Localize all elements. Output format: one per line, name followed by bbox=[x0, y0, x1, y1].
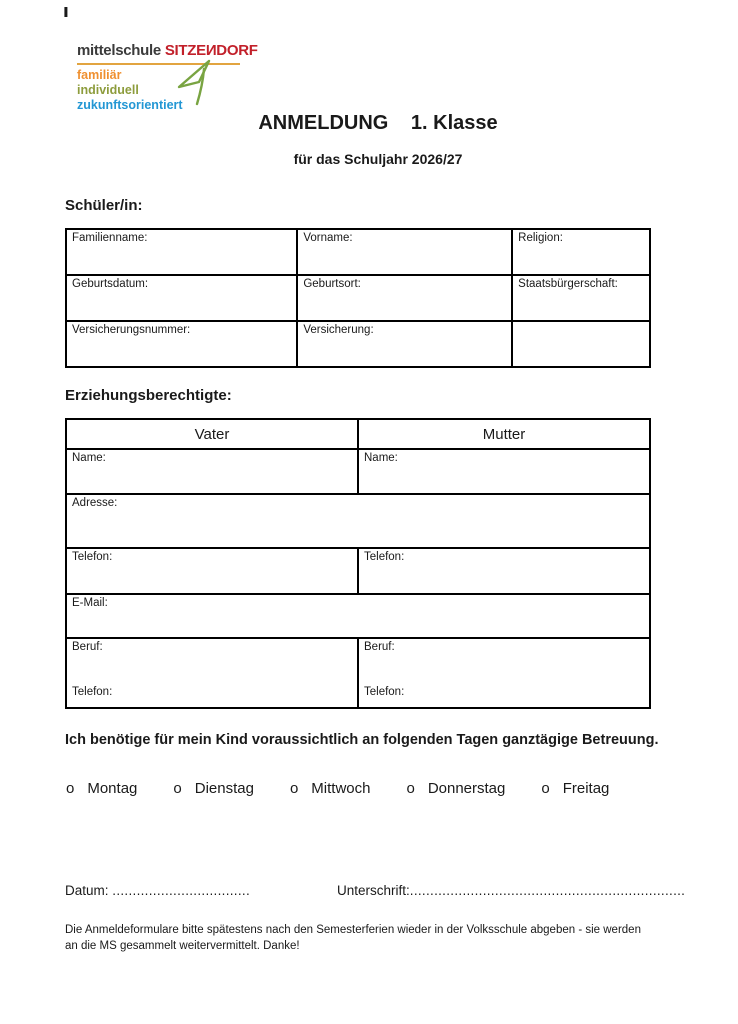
table-row bbox=[66, 321, 650, 367]
table-row bbox=[66, 638, 650, 708]
form-subtitle: für das Schuljahr 2026/27 bbox=[293, 151, 463, 167]
signature-label: Unterschrift: bbox=[337, 883, 410, 898]
column-header-vater: Vater bbox=[66, 419, 358, 449]
field-vater-name: Name: bbox=[66, 449, 358, 494]
field-religion: Religion: bbox=[512, 229, 650, 275]
care-days-row bbox=[66, 780, 609, 797]
checkbox-marker: o bbox=[289, 780, 299, 797]
column-header-mutter: Mutter bbox=[358, 419, 650, 449]
checkbox-marker: o bbox=[66, 780, 75, 797]
day-label: Freitag bbox=[562, 780, 610, 797]
form-title bbox=[9, 112, 738, 135]
signature-line bbox=[337, 883, 685, 898]
table-row bbox=[66, 548, 650, 594]
form-title-word-1: ANMELDUNG bbox=[258, 112, 389, 134]
field-mutter-name: Name: bbox=[358, 449, 650, 494]
day-option-montag bbox=[66, 780, 137, 797]
field-versicherung: Versicherung: bbox=[297, 321, 512, 367]
field-geburtsdatum: Geburtsdatum: bbox=[66, 275, 297, 321]
care-statement: Ich benötige für mein Kind voraussichtlich an folgenden Tagen ganztägige Betreuung. bbox=[65, 732, 659, 748]
signature-dotted-line: .................................................................... bbox=[409, 883, 686, 898]
field-adresse: Adresse: bbox=[66, 494, 650, 548]
field-email: E-Mail: bbox=[66, 594, 650, 638]
beruf-label: Beruf: bbox=[364, 641, 395, 653]
school-name-prefix: mittelschule bbox=[77, 42, 161, 59]
field-mutter-telefon: Telefon: bbox=[358, 548, 650, 594]
beruf-telefon-label: Telefon: bbox=[364, 686, 405, 698]
field-vorname: Vorname: bbox=[297, 229, 512, 275]
table-row bbox=[66, 449, 650, 494]
date-line bbox=[65, 883, 250, 898]
table-row bbox=[66, 229, 650, 275]
guardians-table bbox=[65, 418, 651, 709]
field-vater-telefon: Telefon: bbox=[66, 548, 358, 594]
empty-cell bbox=[512, 321, 650, 367]
day-label: Dienstag bbox=[194, 780, 254, 797]
paper-plane-icon bbox=[176, 56, 216, 108]
school-logo bbox=[77, 42, 277, 113]
day-label: Donnerstag bbox=[427, 780, 506, 797]
footer-note: Die Anmeldeformulare bitte spätestens nach den Semesterferien wieder in der Volksschule abgeben - sie werden an die MS gesammelt weitervermittelt. Danke! bbox=[65, 924, 641, 952]
field-versicherungsnummer: Versicherungsnummer: bbox=[66, 321, 297, 367]
cursor-mark: I bbox=[63, 4, 69, 21]
checkbox-marker: o bbox=[406, 780, 415, 797]
checkbox-marker: o bbox=[541, 780, 550, 797]
field-mutter-beruf-telefon bbox=[358, 638, 650, 708]
field-vater-beruf-telefon bbox=[66, 638, 358, 708]
beruf-telefon-label: Telefon: bbox=[72, 686, 113, 698]
checkbox-marker: o bbox=[173, 780, 182, 797]
table-row bbox=[66, 275, 650, 321]
date-label: Datum: bbox=[65, 883, 109, 898]
field-familienname: Familienname: bbox=[66, 229, 297, 275]
table-header-row bbox=[66, 419, 650, 449]
day-label: Mittwoch bbox=[311, 780, 371, 797]
day-option-mittwoch bbox=[290, 780, 371, 797]
date-dotted-line: .................................. bbox=[112, 883, 251, 898]
day-option-donnerstag bbox=[406, 780, 505, 797]
guardians-section-heading: Erziehungsberechtigte: bbox=[65, 387, 232, 404]
logo-tagline-zukunftsorientiert: zukunftsorientiert bbox=[77, 98, 183, 112]
field-geburtsort: Geburtsort: bbox=[297, 275, 512, 321]
beruf-label: Beruf: bbox=[72, 641, 103, 653]
student-section-heading: Schüler/in: bbox=[65, 197, 143, 214]
field-staatsbuergerschaft: Staatsbürgerschaft: bbox=[512, 275, 650, 321]
student-table bbox=[65, 228, 651, 368]
school-name-highlight: SITZEИDORF bbox=[164, 42, 258, 59]
table-row bbox=[66, 494, 650, 548]
day-option-dienstag bbox=[173, 780, 254, 797]
table-row bbox=[66, 594, 650, 638]
day-option-freitag bbox=[541, 780, 609, 797]
form-title-word-2: 1. Klasse bbox=[410, 112, 498, 134]
logo-tagline-individuell: individuell bbox=[77, 83, 139, 97]
logo-tagline-familiaer: familiär bbox=[77, 68, 122, 82]
day-label: Montag bbox=[87, 780, 138, 797]
